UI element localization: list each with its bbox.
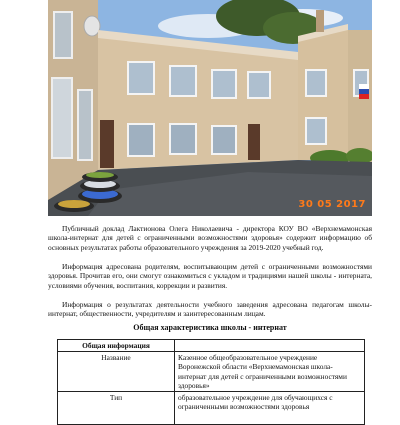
school-building-photo	[48, 0, 372, 216]
intro-paragraph: Публичный доклад Лактионова Олега Николаевича - директора КОУ ВО «Верхнемамонская школа-интернат для детей с ограниченными возможностями здоровья» содержит информацию об основных результатах работы образовательного учреждения за 2019-2020 учебный год.	[48, 224, 372, 252]
purpose-paragraph: Информация о результатах деятельности учебного заведения адресована педагогам школы-интернат, общественности, учредителям и заинтересованным лицам.	[48, 300, 372, 319]
table-row	[58, 392, 365, 425]
table-section-row	[58, 340, 365, 352]
table-section-empty-cell	[175, 340, 365, 352]
school-building-illustration	[48, 0, 372, 216]
table-row	[58, 352, 365, 392]
row-label-name: Название	[58, 352, 175, 392]
row-value-type: образовательное учреждение для обучающихся с ограниченными возможностями здоровья	[175, 392, 365, 425]
photo-date-stamp: 30 05 2017	[298, 199, 366, 210]
audience-paragraph: Информация адресована родителям, воспитывающим детей с ограниченными возможностями здоровья. Прочитав его, они смогут ознакомиться с укладом и традициями нашей школы - интерната, условиями обучения, воспитания, коррекции и развития.	[48, 262, 372, 290]
general-info-table	[57, 339, 365, 425]
row-value-name: Казенное общеобразовательное учреждение Воронежской области «Верхнемамонская школа-интернат для детей с ограниченными возможностями здоровья»	[175, 352, 365, 392]
row-label-type: Тип	[58, 392, 175, 425]
section-title: Общая характеристика школы - интернат	[133, 323, 287, 332]
table-section-header: Общая информация	[58, 340, 175, 352]
